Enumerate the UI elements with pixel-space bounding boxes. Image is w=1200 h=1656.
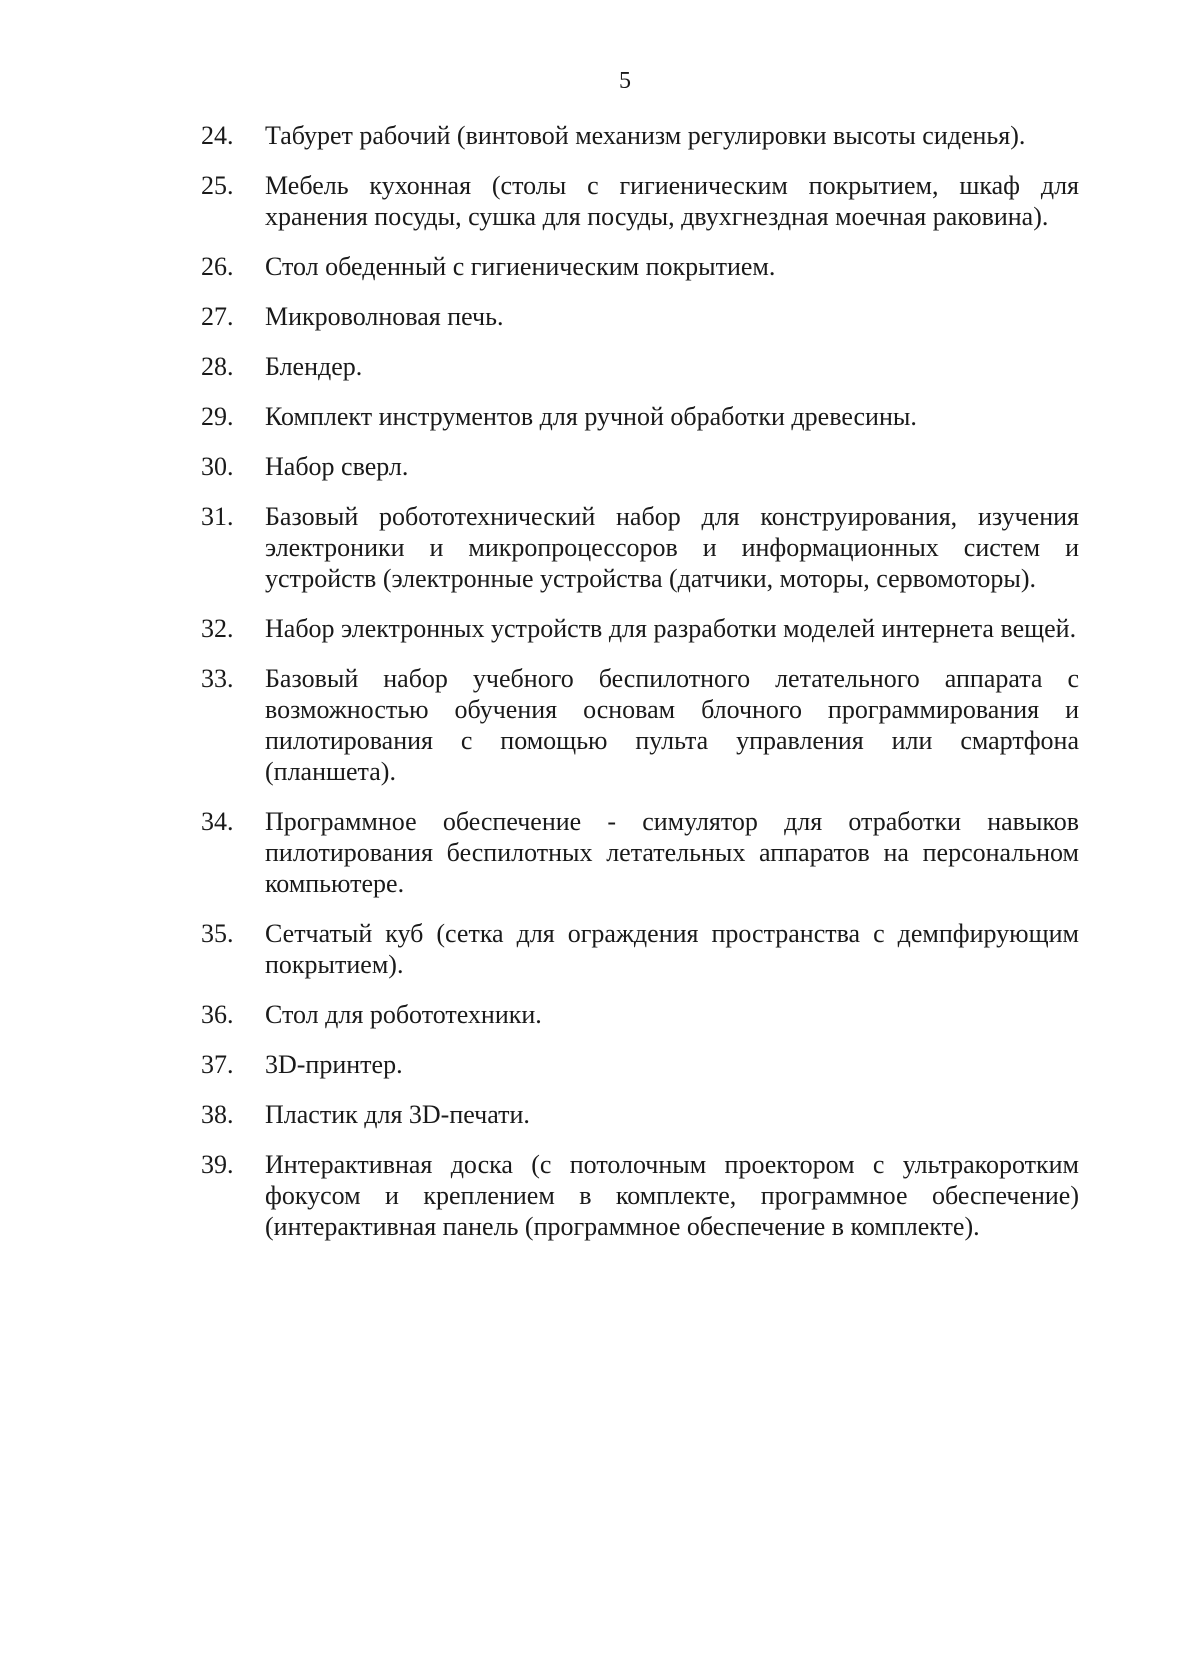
list-item [201,301,1079,332]
item-number: 35. [201,919,234,948]
item-number: 36. [201,1000,234,1029]
item-text: 3D-принтер. [265,1050,403,1079]
item-text: Интерактивная доска (с потолочным проектором с ультракоротким фокусом и креплением в комплекте, программное обеспечение) (интерактивная панель (программное обеспечение в комплекте). [265,1150,1079,1241]
list-item [201,170,1079,232]
item-text: Комплект инструментов для ручной обработки древесины. [265,402,917,431]
item-number: 34. [201,807,234,836]
item-text: Набор сверл. [265,452,409,481]
item-text: Сетчатый куб (сетка для ограждения пространства с демпфирующим покрытием). [265,919,1079,979]
list-item [201,351,1079,382]
item-number: 24. [201,121,234,150]
item-number: 26. [201,252,234,281]
item-text: Стол для робототехники. [265,1000,542,1029]
item-number: 31. [201,502,234,531]
list-item [201,120,1079,151]
item-text: Блендер. [265,352,363,381]
list-item [201,806,1079,899]
item-text: Мебель кухонная (столы с гигиеническим покрытием, шкаф для хранения посуды, сушка для посуды, двухгнездная моечная раковина). [265,171,1079,231]
list-item [201,251,1079,282]
item-number: 39. [201,1150,234,1179]
list-item [201,501,1079,594]
item-text: Программное обеспечение - симулятор для отработки навыков пилотирования беспилотных летательных аппаратов на персональном компьютере. [265,807,1079,898]
item-number: 32. [201,614,234,643]
item-text: Набор электронных устройств для разработки моделей интернета вещей. [265,614,1077,643]
item-text: Табурет рабочий (винтовой механизм регулировки высоты сиденья). [265,121,1026,150]
item-text: Базовый робототехнический набор для конструирования, изучения электроники и микропроцессоров и информационных систем и устройств (электронные устройства (датчики, моторы, сервомоторы). [265,502,1079,593]
list-item [201,613,1079,644]
list-item [201,1049,1079,1080]
list-item [201,401,1079,432]
item-number: 25. [201,171,234,200]
list-item [201,451,1079,482]
item-number: 38. [201,1100,234,1129]
item-number: 27. [201,302,234,331]
list-item [201,1099,1079,1130]
page-number: 5 [619,68,631,94]
equipment-list [201,120,1079,1261]
item-number: 33. [201,664,234,693]
item-text: Стол обеденный с гигиеническим покрытием. [265,252,776,281]
item-number: 30. [201,452,234,481]
item-text: Базовый набор учебного беспилотного летательного аппарата с возможностью обучения основам блочного программирования и пилотирования с помощью пульта управления или смартфона (планшета). [265,664,1079,786]
list-item [201,918,1079,980]
item-text: Микроволновая печь. [265,302,504,331]
list-item [201,999,1079,1030]
item-number: 29. [201,402,234,431]
list-item [201,1149,1079,1242]
item-text: Пластик для 3D-печати. [265,1100,530,1129]
list-item [201,663,1079,787]
item-number: 37. [201,1050,234,1079]
item-number: 28. [201,352,234,381]
